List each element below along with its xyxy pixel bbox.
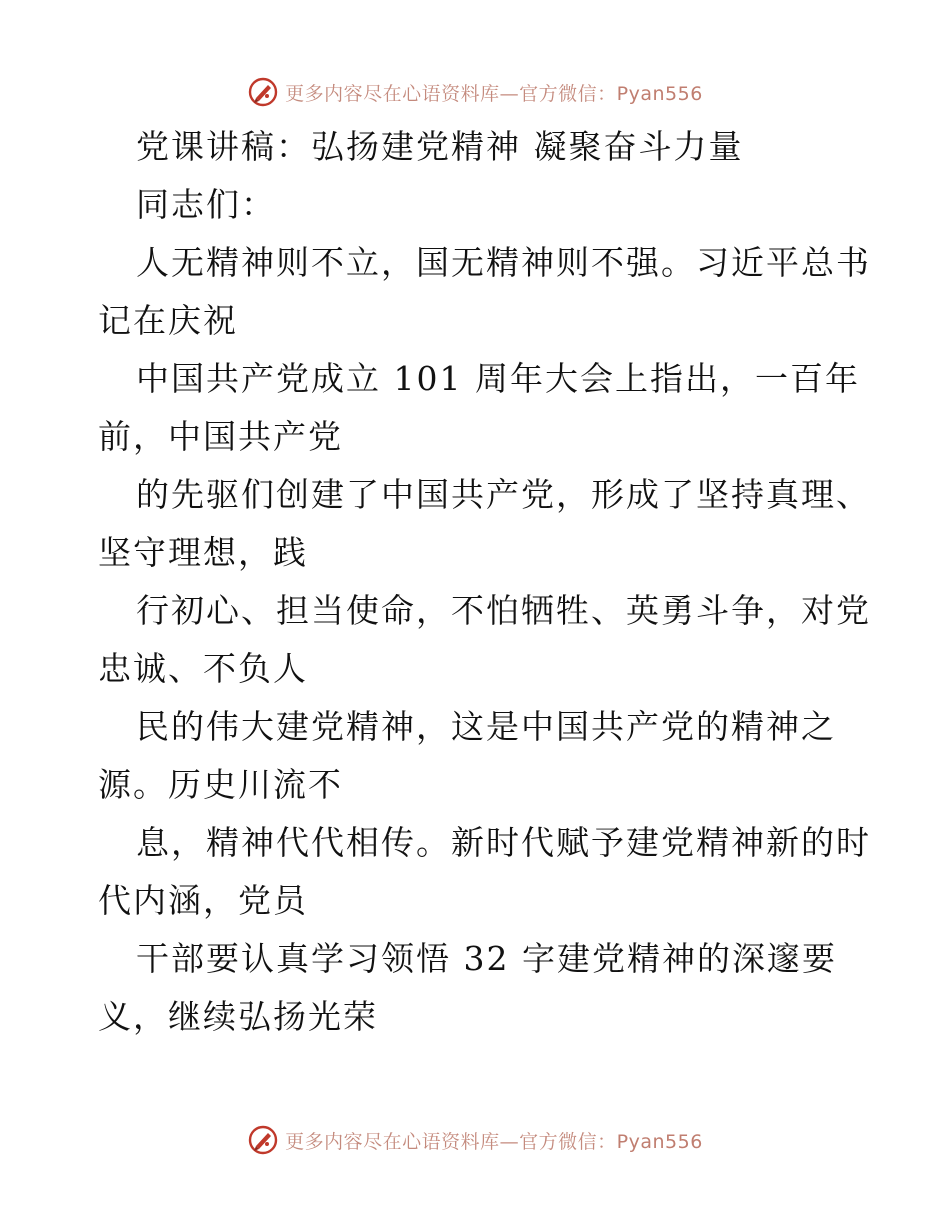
watermark-text: 更多内容尽在心语资料库—官方微信：Pyan556 xyxy=(285,82,703,105)
text-line: 行初心、担当使命，不怕牺牲、英勇斗争，对党 xyxy=(136,591,871,630)
text-line: 息，精神代代相传。新时代赋予建党精神新的时 xyxy=(136,823,871,862)
header-watermark xyxy=(0,72,950,112)
text-line: 前，中国共产党 xyxy=(98,417,343,456)
text-line: 干部要认真学习领悟 32 字建党精神的深邃要 xyxy=(136,939,837,978)
document-body xyxy=(98,118,871,1046)
text-line: 民的伟大建党精神，这是中国共产党的精神之 xyxy=(136,707,836,746)
text-line: 的先驱们创建了中国共产党，形成了坚持真理、 xyxy=(136,475,871,514)
text-line: 代内涵，党员 xyxy=(98,881,308,920)
text-line: 义，继续弘扬光荣 xyxy=(98,997,378,1036)
watermark-text: 更多内容尽在心语资料库—官方微信：Pyan556 xyxy=(285,1130,703,1153)
text-line: 人无精神则不立，国无精神则不强。习近平总书 xyxy=(136,243,871,282)
text-line: 同志们： xyxy=(136,185,276,224)
footer-watermark xyxy=(0,1120,950,1160)
text-line: 坚守理想，践 xyxy=(98,533,308,572)
pen-logo-icon xyxy=(247,76,279,108)
text-line: 中国共产党成立 101 周年大会上指出，一百年 xyxy=(136,359,860,398)
text-line: 忠诚、不负人 xyxy=(98,649,308,688)
pen-logo-icon xyxy=(247,1124,279,1156)
text-line: 记在庆祝 xyxy=(98,301,238,340)
document-title: 党课讲稿：弘扬建党精神 凝聚奋斗力量 xyxy=(136,127,744,166)
text-line: 源。历史川流不 xyxy=(98,765,343,804)
